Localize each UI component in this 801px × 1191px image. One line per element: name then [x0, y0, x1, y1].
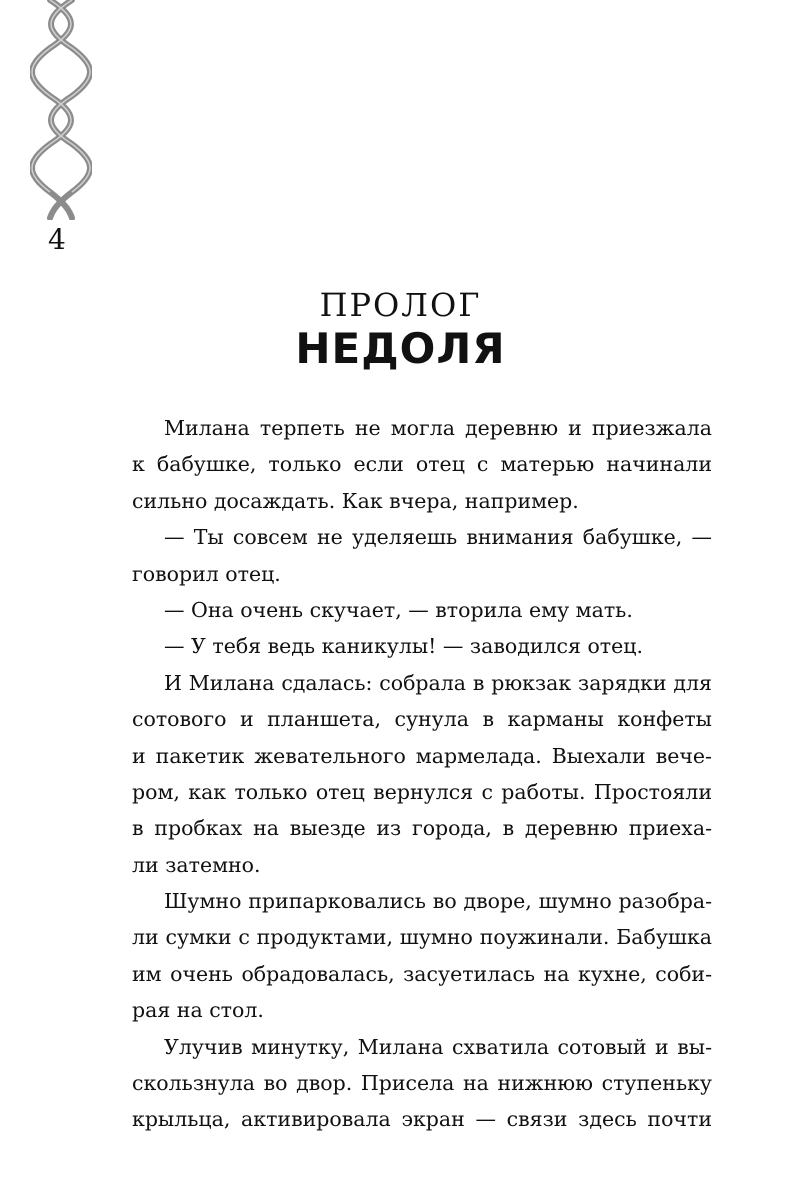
text-line: — Ты совсем не уделяешь внимания бабушке, —: [164, 525, 712, 550]
text-line: И Милана сдалась: собрала в рюкзак зарядки для: [164, 670, 712, 695]
text-line: Милана терпеть не могла деревню и приезжала: [164, 416, 712, 440]
text-line: им очень обрадовалась, засуетилась на кухне, соби-: [132, 961, 712, 986]
chapter-title: НЕДОЛЯ: [295, 324, 506, 374]
prologue-label: ПРОЛОГ: [319, 286, 482, 324]
chapter-heading: [0, 286, 801, 373]
text-line: сильно досаждать. Как вчера, например.: [132, 488, 579, 513]
text-line: ром, как только отец вернулся с работы. Простояли: [132, 779, 712, 804]
text-line: рая на стол.: [132, 998, 264, 1023]
text-line: Шумно припарковались во дворе, шумно разобра-: [164, 889, 712, 914]
body-text: [132, 410, 712, 1138]
text-line: и пакетик жевательного мармелада. Выехали вече-: [132, 743, 712, 768]
text-line: — Она очень скучает, — вторила ему мать.: [164, 597, 633, 622]
text-line: сотового и планшета, сунула в карманы конфеты: [132, 707, 712, 732]
text-line: в пробках на выезде из города, в деревню приеха-: [132, 816, 712, 841]
braided-knot-ornament-icon: [30, 0, 92, 220]
text-line: ли затемно.: [132, 852, 261, 877]
page-number: 4: [48, 223, 66, 256]
text-line: к бабушке, только если отец с матерью начинали: [132, 452, 712, 477]
text-line: крыльца, активировала экран — связи здесь почти: [132, 1107, 712, 1132]
text-line: — У тебя ведь каникулы! — заводился отец.: [164, 634, 643, 659]
text-line: скользнула во двор. Присела на нижнюю ступеньку: [132, 1071, 712, 1096]
text-line: говорил отец.: [132, 561, 281, 586]
text-line: Улучив минутку, Милана схватила сотовый и вы-: [164, 1034, 712, 1059]
text-line: ли сумки с продуктами, шумно поужинали. Бабушка: [132, 925, 712, 950]
